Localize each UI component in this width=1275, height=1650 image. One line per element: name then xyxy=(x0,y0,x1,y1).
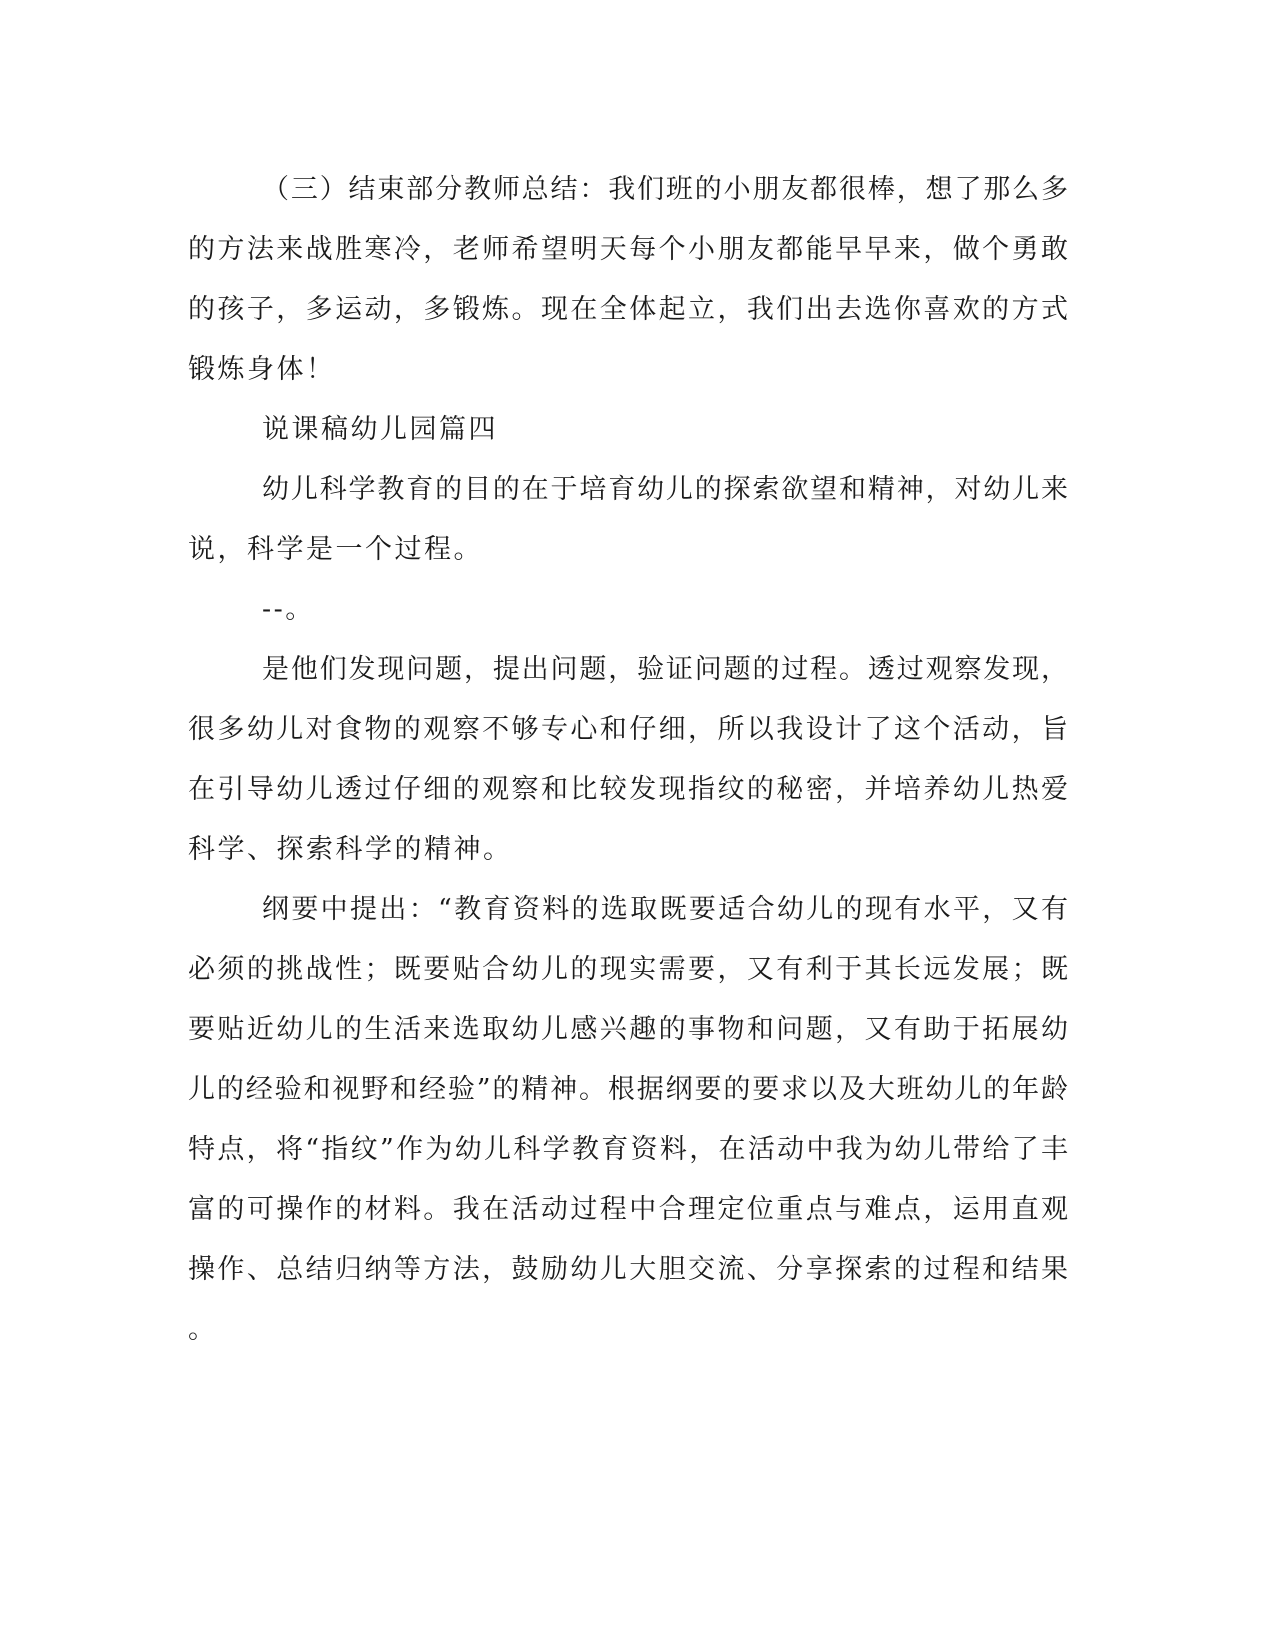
text-line: 儿的经验和视野和经验”的精神。根据纲要的要求以及大班幼儿的年龄 xyxy=(188,1074,1068,1105)
text-line: 操作、总结归纳等方法，鼓励幼儿大胆交流、分享探索的过程和结果 xyxy=(188,1254,1068,1285)
text-line: 说，科学是一个过程。 xyxy=(188,534,483,565)
text-line: 要贴近幼儿的生活来选取幼儿感兴趣的事物和问题，又有助于拓展幼 xyxy=(188,1014,1068,1045)
body-text xyxy=(188,160,1068,1360)
text-line: 纲要中提出：“教育资料的选取既要适合幼儿的现有水平，又有 xyxy=(262,894,1068,925)
text-line: 特点，将“指纹”作为幼儿科学教育资料，在活动中我为幼儿带给了丰 xyxy=(188,1134,1068,1165)
text-line: 科学、探索科学的精神。 xyxy=(188,834,513,865)
text-line: 锻炼身体！ xyxy=(188,354,336,385)
text-line: 的孩子，多运动，多锻炼。现在全体起立，我们出去选你喜欢的方式 xyxy=(188,294,1068,325)
text-line: 富的可操作的材料。我在活动过程中合理定位重点与难点，运用直观 xyxy=(188,1194,1068,1225)
text-line: 。 xyxy=(188,1314,218,1345)
text-line: （三）结束部分教师总结：我们班的小朋友都很棒，想了那么多 xyxy=(262,174,1068,205)
text-line: --。 xyxy=(262,594,315,625)
text-line: 必须的挑战性；既要贴合幼儿的现实需要，又有利于其长远发展；既 xyxy=(188,954,1068,985)
text-line: 很多幼儿对食物的观察不够专心和仔细，所以我设计了这个活动，旨 xyxy=(188,714,1068,745)
text-line: 幼儿科学教育的目的在于培育幼儿的探索欲望和精神，对幼儿来 xyxy=(262,474,1068,505)
text-line: 在引导幼儿透过仔细的观察和比较发现指纹的秘密，并培养幼儿热爱 xyxy=(188,774,1068,805)
text-line: 的方法来战胜寒冷，老师希望明天每个小朋友都能早早来，做个勇敢 xyxy=(188,234,1068,265)
text-line: 说课稿幼儿园篇四 xyxy=(262,414,498,445)
text-line: 是他们发现问题，提出问题，验证问题的过程。透过观察发现， xyxy=(262,654,1068,685)
